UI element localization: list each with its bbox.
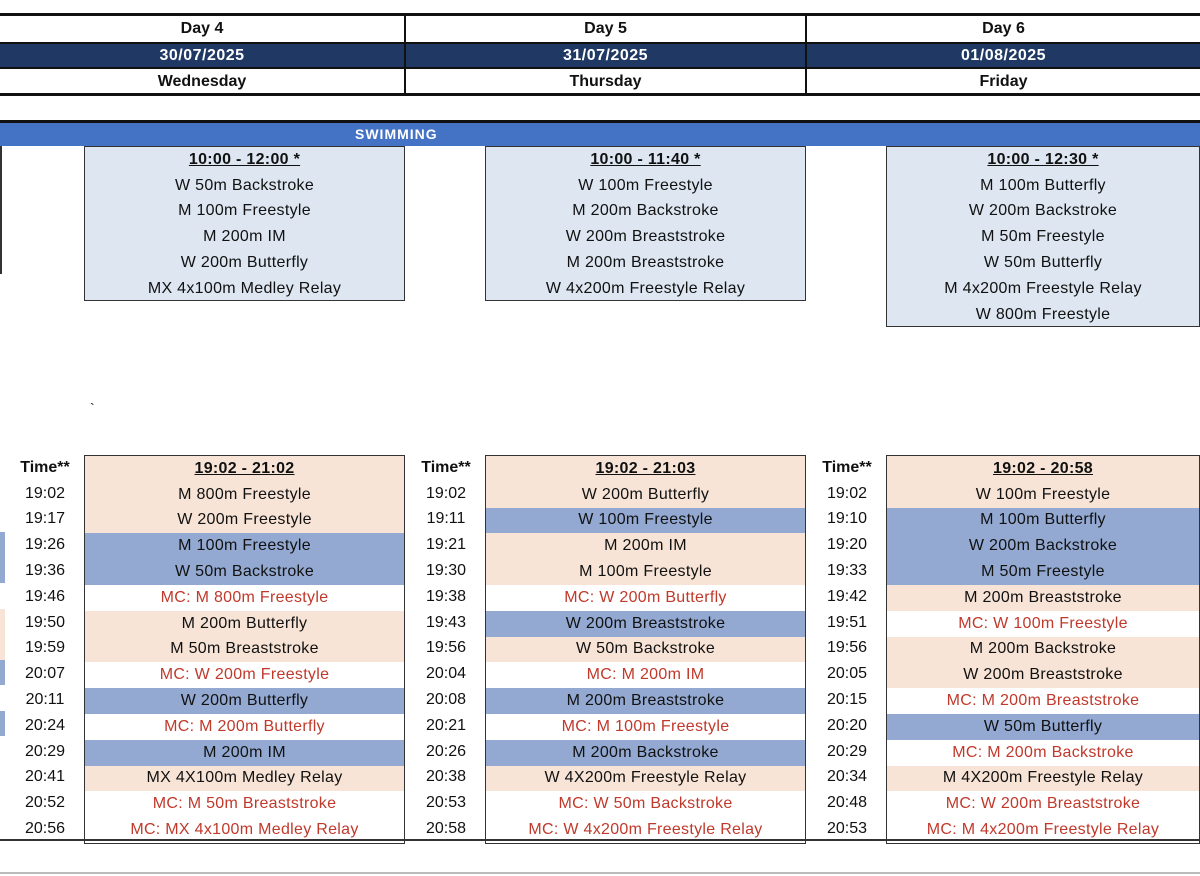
morning-session-day4 (84, 146, 405, 301)
day-label: Day 6 (982, 20, 1025, 37)
medal-ceremony-item: MC: W 100m Freestyle (887, 611, 1199, 637)
event-start-time: 19:51 (826, 613, 868, 631)
event-start-time: 19:20 (826, 536, 868, 554)
event-item: M 200m IM (203, 228, 286, 246)
time-header: Time** (421, 458, 471, 476)
medal-ceremony-item: MC: M 4x200m Freestyle Relay (887, 817, 1199, 843)
row-divider (0, 67, 1200, 69)
day-weekday: Wednesday (157, 73, 247, 90)
evening-time-column-day4 (6, 455, 84, 842)
event-start-time: 20:20 (826, 716, 868, 734)
sport-band (0, 120, 1200, 146)
event-item: M 800m Freestyle (85, 482, 404, 508)
medal-ceremony-item: MC: W 200m Breaststroke (887, 791, 1199, 817)
event-start-time: 20:04 (425, 665, 467, 683)
event-start-time: 20:24 (24, 716, 66, 734)
medal-ceremony-item: MC: M 200m Breaststroke (887, 688, 1199, 714)
event-item: W 4x200m Freestyle Relay (545, 279, 746, 297)
medal-ceremony-item: MC: W 200m Freestyle (85, 662, 404, 688)
event-start-time: 20:29 (24, 742, 66, 760)
medal-ceremony-item: MC: W 200m Butterfly (486, 585, 805, 611)
time-header: Time** (822, 458, 872, 476)
event-item: M 100m Butterfly (980, 176, 1106, 194)
event-item: W 200m Breaststroke (486, 611, 805, 637)
session-time: 19:02 - 21:03 (486, 456, 805, 482)
event-start-time: 20:05 (826, 665, 868, 683)
day-date: 01/08/2025 (807, 43, 1200, 68)
event-start-time: 20:07 (24, 665, 66, 683)
day-date: 31/07/2025 (406, 43, 805, 68)
event-item: W 50m Backstroke (174, 176, 315, 194)
event-item: MX 4x100m Medley Relay (147, 279, 342, 297)
event-item: M 50m Freestyle (887, 559, 1199, 585)
event-item: M 100m Freestyle (486, 559, 805, 585)
event-item: W 200m Butterfly (486, 482, 805, 508)
session-time: 10:00 - 12:00 * (188, 150, 301, 168)
event-start-time: 19:56 (425, 639, 467, 657)
evening-session-day4 (84, 455, 405, 844)
event-start-time: 19:02 (826, 484, 868, 502)
event-item: W 200m Breaststroke (887, 662, 1199, 688)
column-divider (404, 16, 406, 93)
event-item: M 100m Butterfly (887, 508, 1199, 534)
event-start-time: 20:52 (24, 794, 66, 812)
event-item: W 200m Backstroke (968, 202, 1118, 220)
day-label: Day 5 (584, 20, 627, 37)
left-edge-border (0, 146, 2, 274)
day-header-table (0, 13, 1200, 96)
event-start-time: 19:02 (24, 484, 66, 502)
event-start-time: 19:36 (24, 562, 66, 580)
left-sliver (0, 609, 5, 660)
session-time: 19:02 - 21:02 (85, 456, 404, 482)
day-label: Day 4 (180, 20, 224, 37)
event-start-time: 20:38 (425, 768, 467, 786)
page-edge (0, 872, 1200, 874)
day-date: 30/07/2025 (0, 43, 404, 68)
event-start-time: 19:46 (24, 587, 66, 605)
time-header: Time** (20, 458, 70, 476)
event-item: M 200m IM (85, 740, 404, 766)
event-start-time: 19:21 (425, 536, 467, 554)
event-item: M 200m Backstroke (486, 740, 805, 766)
event-item: MX 4X100m Medley Relay (85, 766, 404, 792)
stray-mark: ` (90, 400, 95, 416)
left-sliver (0, 660, 5, 685)
event-item: M 4x200m Freestyle Relay (944, 279, 1142, 297)
event-start-time: 20:53 (425, 794, 467, 812)
medal-ceremony-item: MC: M 800m Freestyle (85, 585, 404, 611)
event-item: M 100m Freestyle (85, 533, 404, 559)
event-item: W 50m Butterfly (983, 254, 1103, 272)
medal-ceremony-item: MC: M 200m Backstroke (887, 740, 1199, 766)
event-item: W 100m Freestyle (486, 508, 805, 534)
event-start-time: 19:38 (425, 587, 467, 605)
medal-ceremony-item: MC: M 200m Butterfly (85, 714, 404, 740)
event-item: M 200m Backstroke (572, 202, 719, 220)
event-item: W 200m Freestyle (85, 508, 404, 534)
morning-session-day5 (485, 146, 806, 301)
event-item: M 100m Freestyle (178, 202, 311, 220)
event-start-time: 20:21 (425, 716, 467, 734)
event-start-time: 19:26 (24, 536, 66, 554)
event-item: W 800m Freestyle (975, 305, 1111, 323)
event-start-time: 19:56 (826, 639, 868, 657)
event-start-time: 20:11 (25, 691, 65, 709)
event-item: W 200m Butterfly (180, 254, 309, 272)
event-item: M 200m Breaststroke (486, 688, 805, 714)
event-start-time: 20:26 (425, 742, 467, 760)
row-divider (0, 42, 1200, 44)
event-item: W 100m Freestyle (578, 176, 713, 194)
sport-title: SWIMMING (355, 126, 438, 142)
event-start-time: 19:11 (426, 510, 466, 528)
event-item: W 50m Backstroke (486, 637, 805, 663)
event-item: W 100m Freestyle (887, 482, 1199, 508)
event-start-time: 19:02 (425, 484, 467, 502)
event-start-time: 19:50 (24, 613, 66, 631)
event-item: W 200m Backstroke (887, 533, 1199, 559)
event-start-time: 19:59 (24, 639, 66, 657)
event-item: W 50m Backstroke (85, 559, 404, 585)
evening-time-column-day5 (407, 455, 485, 842)
medal-ceremony-item: MC: M 50m Breaststroke (85, 791, 404, 817)
medal-ceremony-item: MC: M 200m IM (486, 662, 805, 688)
event-start-time: 19:17 (24, 510, 66, 528)
event-item: M 4X200m Freestyle Relay (887, 766, 1199, 792)
event-start-time: 20:53 (826, 820, 868, 838)
medal-ceremony-item: MC: W 4x200m Freestyle Relay (486, 817, 805, 843)
session-time: 10:00 - 11:40 * (590, 150, 701, 168)
event-start-time: 20:15 (826, 691, 868, 709)
event-start-time: 20:08 (425, 691, 467, 709)
day-weekday: Thursday (569, 73, 642, 90)
evening-session-day5 (485, 455, 806, 844)
medal-ceremony-item: MC: W 50m Backstroke (486, 791, 805, 817)
event-item: W 200m Butterfly (85, 688, 404, 714)
left-sliver (0, 532, 5, 583)
event-start-time: 19:30 (425, 562, 467, 580)
table-bottom-rule (0, 839, 1200, 841)
event-start-time: 20:34 (826, 768, 868, 786)
day-weekday: Friday (979, 73, 1028, 90)
event-start-time: 19:33 (826, 562, 868, 580)
event-item: M 50m Freestyle (981, 228, 1105, 246)
event-start-time: 20:56 (24, 820, 66, 838)
event-start-time: 19:43 (425, 613, 467, 631)
medal-ceremony-item: MC: M 100m Freestyle (486, 714, 805, 740)
event-start-time: 19:10 (826, 510, 868, 528)
session-time: 10:00 - 12:30 * (987, 150, 1099, 168)
event-start-time: 19:42 (826, 587, 868, 605)
session-time: 19:02 - 20:58 (887, 456, 1199, 482)
evening-session-day6 (886, 455, 1200, 844)
event-item: M 200m Butterfly (85, 611, 404, 637)
morning-session-day6 (886, 146, 1200, 327)
event-item: W 50m Butterfly (887, 714, 1199, 740)
event-item: M 200m Breaststroke (887, 585, 1199, 611)
event-item: M 200m Backstroke (887, 637, 1199, 663)
medal-ceremony-item: MC: MX 4x100m Medley Relay (85, 817, 404, 843)
left-sliver (0, 711, 5, 736)
event-start-time: 20:29 (826, 742, 868, 760)
event-item: M 200m Breaststroke (566, 254, 725, 272)
event-item: W 4X200m Freestyle Relay (486, 766, 805, 792)
event-item: M 50m Breaststroke (85, 637, 404, 663)
evening-time-column-day6 (808, 455, 886, 842)
event-item: M 200m IM (486, 533, 805, 559)
event-start-time: 20:48 (826, 794, 868, 812)
event-start-time: 20:41 (24, 768, 66, 786)
event-start-time: 20:58 (425, 820, 467, 838)
column-divider (805, 16, 807, 93)
event-item: W 200m Breaststroke (565, 228, 726, 246)
